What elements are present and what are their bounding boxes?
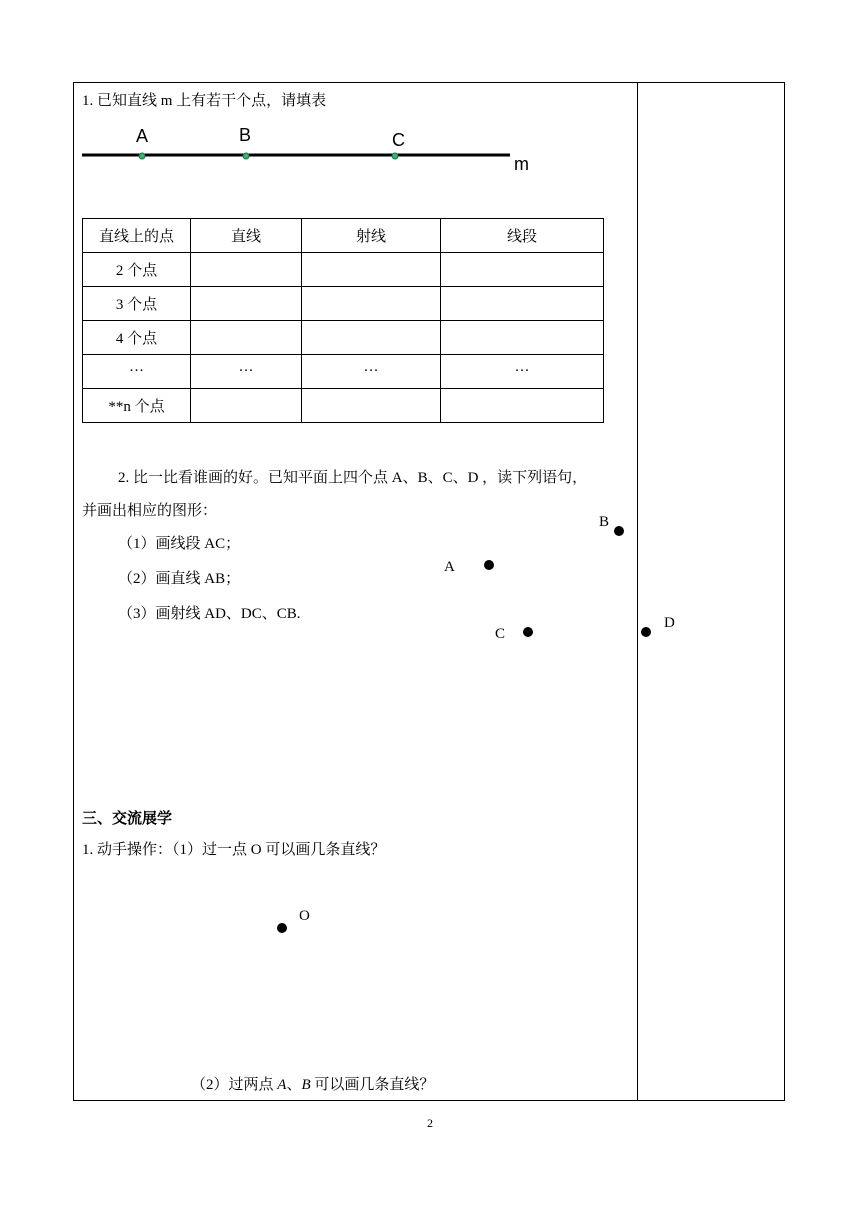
table-cell: ··· [191,355,302,389]
line-m-diagram [80,125,540,185]
plane-point-c-label: C [495,626,506,642]
q1-text: 1. 已知直线 m 上有若干个点，请填表 [82,93,327,109]
table-row [83,253,604,287]
point-b-marker [243,153,249,159]
point-a-label: A [136,126,149,146]
table-cell[interactable] [302,389,441,423]
section3-heading: 三、交流展学 [82,810,173,827]
line-m-label: m [514,154,529,174]
q2-item-3: （3）画射线 AD、DC、CB. [118,606,301,622]
q2-line2: 并画出相应的图形： [82,503,218,519]
plane-point-c [523,627,533,637]
section3-q1: 1. 动手操作：（1）过一点 O 可以画几条直线？ [82,842,386,858]
table-cell: **n 个点 [83,389,191,423]
q2-item-1: （1）画线段 AC； [118,536,241,552]
table-header-cell: 直线上的点 [83,219,191,253]
table-row [83,355,604,389]
point-o [277,923,287,933]
point-o-label: O [299,908,310,924]
page-number: 2 [427,1116,433,1130]
q2-item-2: （2）画直线 AB； [118,571,241,587]
table-header-cell: 直线 [191,219,302,253]
table-cell: ··· [441,355,604,389]
fill-table [82,218,604,423]
table-cell[interactable] [441,389,604,423]
point-c-marker [392,153,398,159]
q2-prefix: （2）过两点 [191,1077,278,1093]
table-header-row [83,219,604,253]
table-row [83,389,604,423]
table-cell[interactable] [191,253,302,287]
plane-point-d-label: D [664,615,675,631]
section3-q2 [191,1076,434,1094]
table-cell: ··· [83,355,191,389]
table-cell[interactable] [191,287,302,321]
table-row [83,287,604,321]
column-divider [637,82,638,1101]
table-cell: 3 个点 [83,287,191,321]
table-cell[interactable] [302,287,441,321]
plane-point-b-label: B [599,514,610,530]
table-cell: ··· [302,355,441,389]
table-cell[interactable] [302,321,441,355]
q2-point-a: A [277,1077,287,1093]
table-cell[interactable] [441,321,604,355]
table-cell[interactable] [441,287,604,321]
plane-point-a-label: A [444,559,455,575]
point-a-marker [139,153,145,159]
table-header-cell: 线段 [441,219,604,253]
q2-separator: 、 [286,1077,302,1093]
table-cell: 4 个点 [83,321,191,355]
table-cell[interactable] [441,253,604,287]
table-row [83,321,604,355]
table-cell[interactable] [191,321,302,355]
plane-point-b [614,526,624,536]
point-b-label: B [239,125,252,145]
q2-line1: 2. 比一比看谁画的好。已知平面上四个点 A、B、C、D ，读下列语句， [118,470,588,486]
table-cell: 2 个点 [83,253,191,287]
q2-point-b: B [301,1077,311,1093]
table-header-cell: 射线 [302,219,441,253]
plane-point-a [484,560,494,570]
table-cell[interactable] [191,389,302,423]
q2-suffix: 可以画几条直线？ [310,1077,435,1093]
table-cell[interactable] [302,253,441,287]
plane-point-d [641,627,651,637]
point-c-label: C [392,130,405,150]
